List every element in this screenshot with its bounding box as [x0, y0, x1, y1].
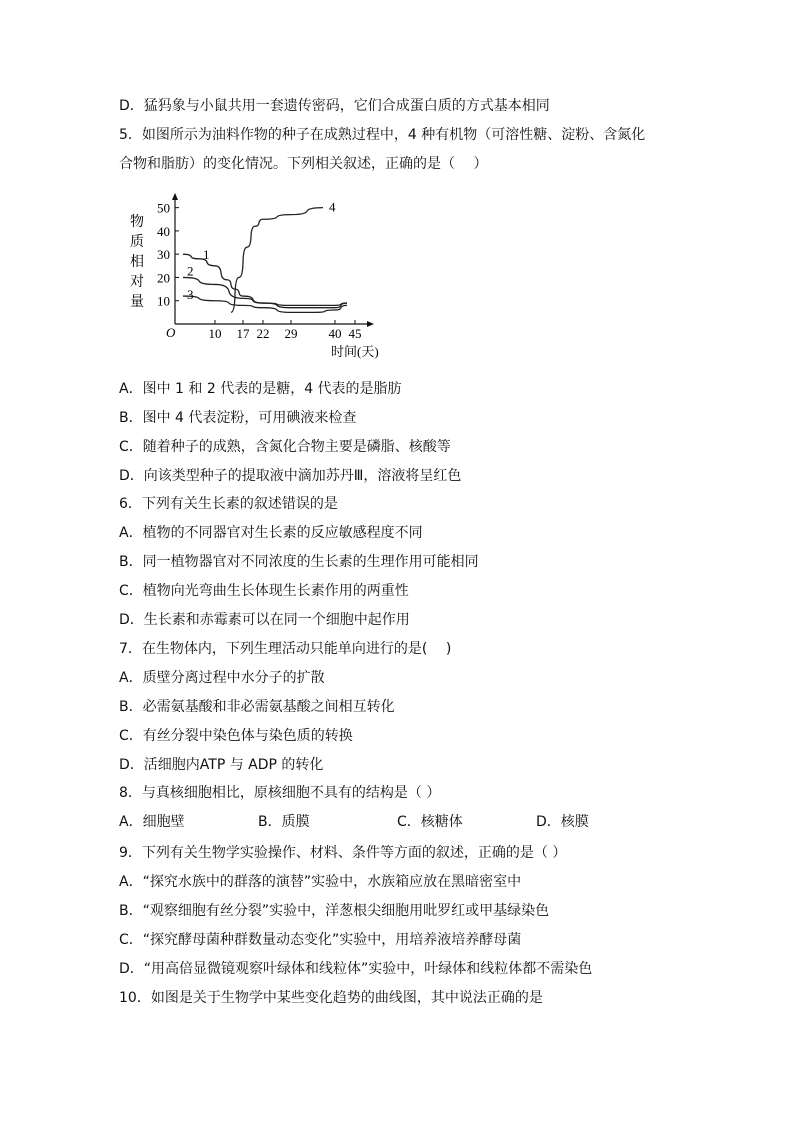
y-tick-label: 30 — [157, 247, 170, 263]
question-9-option-b: B．“观察细胞有丝分裂”实验中，洋葱根尖细胞用吡罗红或甲基绿染色 — [119, 903, 550, 919]
question-6-option-a: A．植物的不同器官对生长素的反应敏感程度不同 — [119, 525, 423, 541]
question-6-option-d: D．生长素和赤霉素可以在同一个细胞中起作用 — [119, 612, 410, 628]
chart-series-labels — [187, 200, 336, 302]
y-tick-label: 50 — [157, 200, 170, 216]
question-6-option-b: B．同一植物器官对不同浓度的生长素的生理作用可能相同 — [119, 554, 479, 570]
y-axis-label-char: 量 — [130, 295, 144, 310]
y-axis-label-char: 相 — [130, 255, 144, 270]
y-axis-label-char: 质 — [130, 235, 144, 250]
question-7-option-d: D．活细胞内ATP 与 ADP 的转化 — [119, 757, 324, 773]
y-tick-label: 10 — [157, 293, 170, 309]
series-label-3: 3 — [187, 287, 194, 303]
organic-matter-chart — [118, 190, 398, 370]
y-axis-label-char: 物 — [130, 215, 144, 230]
x-tick-label: 17 — [236, 326, 250, 341]
question-9-option-c: C．“探究酵母菌种群数量动态变化”实验中，用培养液培养酵母菌 — [119, 932, 522, 948]
x-tick-label: 10 — [208, 326, 222, 341]
question-5-stem-line1: 5．如图所示为油料作物的种子在成熟过程中，4 种有机物（可溶性糖、淀粉、含氮化 — [119, 127, 646, 143]
x-tick-label: 40 — [328, 326, 342, 341]
question-6-option-c: C．植物向光弯曲生长体现生长素作用的两重性 — [119, 583, 409, 599]
series-line-1 — [183, 254, 347, 305]
question-7-option-c: C．有丝分裂中染色体与染色质的转换 — [119, 728, 353, 744]
question-9-stem: 9．下列有关生物学实验操作、材料、条件等方面的叙述，正确的是（ ） — [119, 845, 567, 861]
series-label-1: 1 — [203, 246, 210, 262]
x-tick-label: 45 — [348, 326, 362, 341]
series-line-3 — [183, 296, 347, 312]
x-axis-arrow — [367, 321, 374, 327]
question-8-option-a: A．细胞壁 — [119, 814, 185, 830]
question-5-option-d: D．向该类型种子的提取液中滴加苏丹Ⅲ，溶液将呈红色 — [119, 468, 462, 484]
question-7-option-b: B．必需氨基酸和非必需氨基酸之间相互转化 — [119, 699, 395, 715]
question-9-option-d: D．“用高倍显微镜观察叶绿体和线粒体”实验中，叶绿体和线粒体都不需染色 — [119, 961, 593, 977]
question-5-stem-line2: 合物和脂肪）的变化情况。下列相关叙述，正确的是（ ） — [119, 156, 488, 172]
question-10-stem: 10．如图是关于生物学中某些变化趋势的曲线图，其中说法正确的是 — [119, 990, 543, 1006]
question-7-stem: 7．在生物体内，下列生理活动只能单向进行的是( ) — [119, 641, 452, 657]
y-axis-label-char: 对 — [130, 275, 144, 290]
question-6-stem: 6．下列有关生长素的叙述错误的是 — [119, 496, 338, 512]
y-axis-label — [130, 213, 144, 310]
question-8-stem: 8．与真核细胞相比，原核细胞不具有的结构是（ ） — [119, 785, 441, 801]
question-8-option-c: C．核糖体 — [397, 814, 463, 830]
x-tick-label: 22 — [256, 326, 270, 341]
y-tick-label: 20 — [157, 270, 170, 286]
x-axis-label: 时间(天) — [331, 344, 379, 359]
question-5-option-c: C．随着种子的成熟，含氮化合物主要是磷脂、核酸等 — [119, 439, 451, 455]
series-label-4: 4 — [329, 199, 336, 215]
series-line-2 — [183, 277, 347, 307]
y-axis-arrow — [172, 193, 178, 200]
question-7-option-a: A．质壁分离过程中水分子的扩散 — [119, 670, 325, 686]
option-d-previous: D．猛犸象与小鼠共用一套遗传密码，它们合成蛋白质的方式基本相同 — [119, 98, 550, 114]
x-tick-label: 29 — [284, 326, 298, 341]
question-8-option-d: D．核膜 — [536, 814, 589, 830]
y-tick-label: 40 — [157, 223, 170, 239]
question-9-option-a: A．“探究水族中的群落的演替”实验中，水族箱应放在黑暗密室中 — [119, 874, 522, 890]
origin-label: O — [166, 325, 176, 340]
series-label-2: 2 — [187, 263, 194, 279]
question-5-option-a: A．图中 1 和 2 代表的是糖，4 代表的是脂肪 — [119, 381, 402, 397]
question-8-option-b: B．质膜 — [258, 814, 310, 830]
question-5-option-b: B．图中 4 代表淀粉，可用碘液来检查 — [119, 410, 357, 426]
